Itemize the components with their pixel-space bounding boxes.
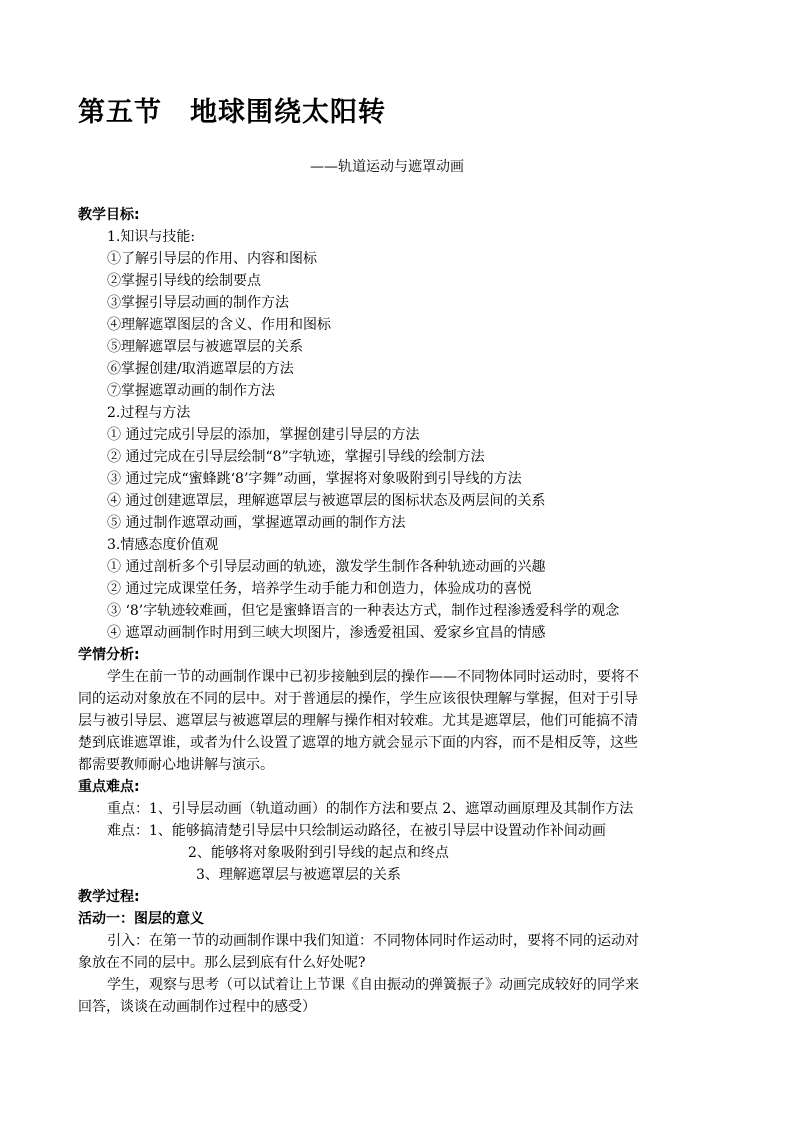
list-item: ⑤理解遮罩层与被遮罩层的关系 bbox=[107, 339, 303, 355]
list-item: ③ ‘8’字轨迹较难画，但它是蜜蜂语言的一种表达方式，制作过程渗透爱科学的观念 bbox=[107, 603, 620, 619]
list-item: ②掌握引导线的绘制要点 bbox=[107, 273, 261, 289]
paragraph-line: 引入：在第一节的动画制作课中我们知道：不同物体同时作运动时，要将不同的运动对 bbox=[107, 933, 639, 949]
list-item: ③掌握引导层动画的制作方法 bbox=[107, 295, 289, 311]
key-point-text: 重点：1、引导层动画（轨道动画）的制作方法和要点 2、遮罩动画原理及其制作方法 bbox=[107, 801, 634, 817]
list-item: ① 通过剖析多个引导层动画的轨迹，激发学生制作各种轨迹动画的兴趣 bbox=[107, 559, 546, 575]
list-item: ①了解引导层的作用、内容和图标 bbox=[107, 251, 317, 267]
difficulty-text: 2、能够将对象吸附到引导线的起点和终点 bbox=[188, 845, 449, 861]
page-subtitle: ——轨道运动与遮罩动画 bbox=[310, 159, 464, 175]
paragraph-line: 学生在前一节的动画制作课中已初步接触到层的操作——不同物体同时运动时，要将不 bbox=[107, 669, 639, 685]
list-item: ⑦掌握遮罩动画的制作方法 bbox=[107, 383, 275, 399]
paragraph-line: 层与被引导层、遮罩层与被遮罩层的理解与操作相对较难。尤其是遮罩层，他们可能搞不清 bbox=[78, 713, 638, 729]
activity-heading: 活动一：图层的意义 bbox=[78, 911, 204, 927]
list-item: ⑤ 通过制作遮罩动画，掌握遮罩动画的制作方法 bbox=[107, 515, 406, 531]
paragraph-line: 学生，观察与思考（可以试着让上节课《自由振动的弹簧振子》动画完成较好的同学来 bbox=[107, 977, 639, 993]
subsection-title-process: 2.过程与方法 bbox=[107, 405, 191, 421]
subsection-title-knowledge: 1.知识与技能: bbox=[107, 229, 196, 245]
paragraph-line: 同的运动对象放在不同的层中。对于普通层的操作，学生应该很快理解与掌握，但对于引导 bbox=[78, 691, 638, 707]
section-heading-goals: 教学目标: bbox=[78, 207, 140, 223]
list-item: ② 通过完成在引导层绘制“8”字轨迹，掌握引导线的绘制方法 bbox=[107, 449, 485, 465]
page-title: 第五节 地球围绕太阳转 bbox=[78, 97, 386, 128]
difficulty-text: 难点：1、能够搞清楚引导层中只绘制运动路径，在被引导层中设置动作补间动画 bbox=[107, 823, 606, 839]
list-item: ④ 遮罩动画制作时用到三峡大坝图片，渗透爱祖国、爱家乡宜昌的情感 bbox=[107, 625, 546, 641]
list-item: ④理解遮罩图层的含义、作用和图标 bbox=[107, 317, 331, 333]
difficulty-text: 3、理解遮罩层与被遮罩层的关系 bbox=[196, 867, 401, 883]
list-item: ③ 通过完成“蜜蜂跳‘8’字舞”动画，掌握将对象吸附到引导线的方法 bbox=[107, 471, 522, 487]
section-heading-analysis: 学情分析: bbox=[78, 647, 140, 663]
paragraph-line: 都需要教师耐心地讲解与演示。 bbox=[78, 757, 274, 773]
section-heading-keypoints: 重点难点: bbox=[78, 779, 140, 795]
section-heading-process: 教学过程: bbox=[78, 889, 140, 905]
paragraph-line: 楚到底谁遮罩谁，或者为什么设置了遮罩的地方就会显示下面的内容，而不是相反等，这些 bbox=[78, 735, 638, 751]
paragraph-line: 象放在不同的层中。那么层到底有什么好处呢? bbox=[78, 955, 366, 971]
list-item: ④ 通过创建遮罩层，理解遮罩层与被遮罩层的图标状态及两层间的关系 bbox=[107, 493, 546, 509]
paragraph-line: 回答，谈谈在动画制作过程中的感受） bbox=[78, 999, 316, 1015]
list-item: ① 通过完成引导层的添加，掌握创建引导层的方法 bbox=[107, 427, 420, 443]
list-item: ② 通过完成课堂任务，培养学生动手能力和创造力，体验成功的喜悦 bbox=[107, 581, 532, 597]
list-item: ⑥掌握创建/取消遮罩层的方法 bbox=[107, 361, 294, 377]
subsection-title-values: 3.情感态度价值观 bbox=[107, 537, 219, 553]
